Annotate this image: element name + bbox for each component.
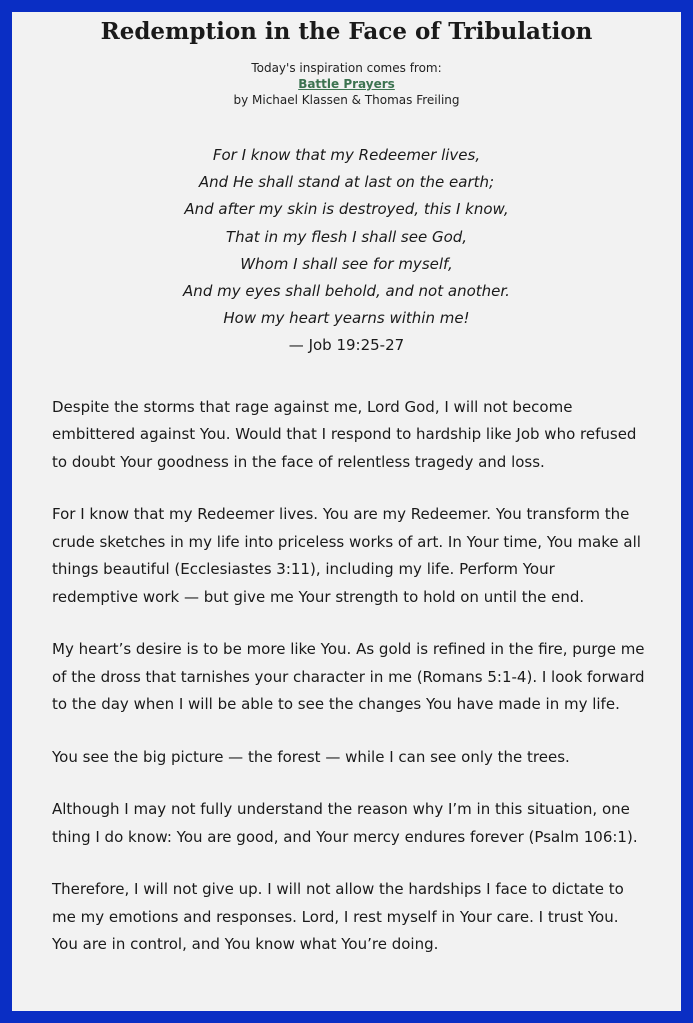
source-authors: by Michael Klassen & Thomas Freiling bbox=[233, 93, 460, 107]
verse-line: And after my skin is destroyed, this I know, bbox=[184, 200, 509, 219]
paragraph: My heart’s desire is to be more like You. As gold is refined in the fire, purge me of the dross that tarnishes your character in me (Romans 5:1-4). I look forward to the day when I will be able to see the changes You have made in my life. bbox=[52, 640, 645, 714]
verse-line: How my heart yearns within me! bbox=[223, 309, 470, 328]
page-title: Redemption in the Face of Tribulation bbox=[100, 18, 593, 45]
paragraph: Although I may not fully understand the reason why I’m in this situation, one thing I do know: You are good, and Your mercy endures forever (Psalm 106:1). bbox=[52, 800, 638, 846]
verse-line: For I know that my Redeemer lives, bbox=[212, 146, 481, 164]
verse-line: Whom I shall see for myself, bbox=[240, 254, 453, 273]
devotional-card bbox=[12, 12, 681, 1011]
paragraph: You see the big picture — the forest — while I can see only the trees. bbox=[52, 747, 570, 766]
book-link[interactable]: Battle Prayers bbox=[298, 77, 395, 91]
verse-line: That in my flesh I shall see God, bbox=[225, 227, 468, 246]
prayer-body bbox=[52, 394, 645, 959]
paragraph: Despite the storms that rage against me, Lord God, I will not become embittered against You. Would that I respond to hardship like Job who refused to doubt Your goodness in the face of relentless tragedy and loss. bbox=[52, 397, 637, 471]
verse-line: And He shall stand at last on the earth; bbox=[198, 173, 495, 192]
paragraph: For I know that my Redeemer lives. You are my Redeemer. You transform the crude sketches in my life into priceless works of art. In Your time, You make all things beautiful (Ecclesiastes 3:11), including my life. Perform Your redemptive work — but give me Your strength to hold on until the end. bbox=[52, 505, 641, 606]
scripture-quote bbox=[12, 142, 681, 360]
paragraph: Therefore, I will not give up. I will not allow the hardships I face to dictate to me my emotions and responses. Lord, I rest myself in Your care. I trust You. You are in control, and You know what You’re doing. bbox=[52, 880, 624, 954]
verse-line: And my eyes shall behold, and not another. bbox=[183, 282, 510, 301]
source-block bbox=[12, 60, 681, 108]
verse-reference: — Job 19:25-27 bbox=[288, 336, 405, 355]
source-intro: Today's inspiration comes from: bbox=[251, 61, 442, 75]
